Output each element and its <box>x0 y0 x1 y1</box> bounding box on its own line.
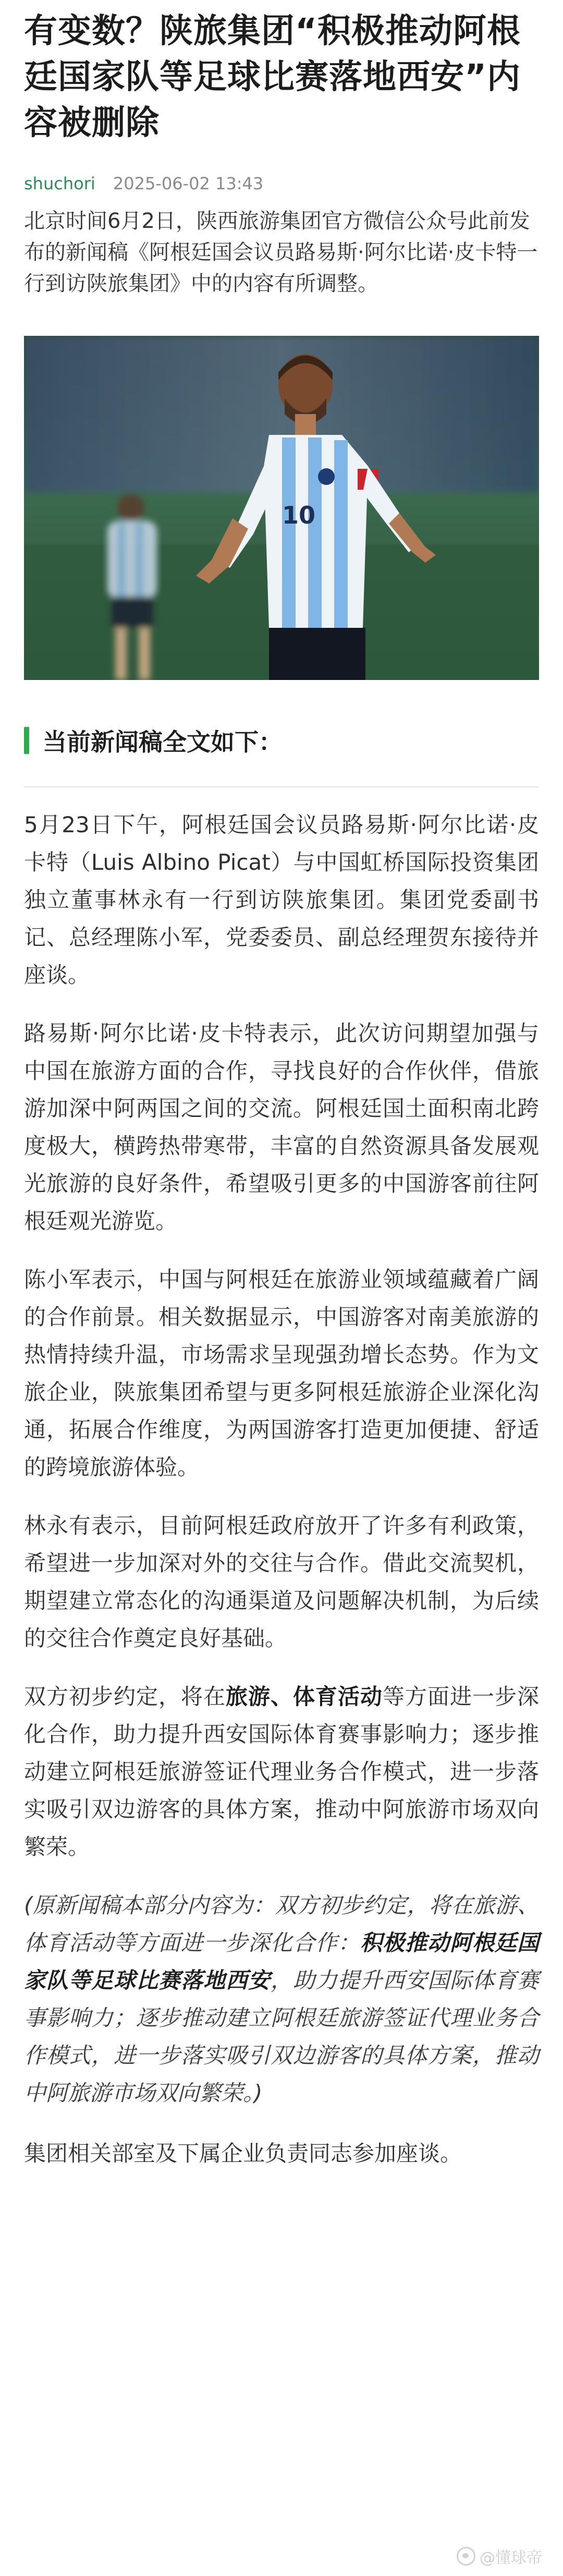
body-paragraph-2: 路易斯·阿尔比诺·皮卡特表示，此次访问期望加强与中国在旅游方面的合作，寻找良好的合作伙伴，借旅游加深中阿两国之间的交流。阿根廷国土面积南北跨度极大，横跨热带寒带，丰富的自然资源具备发展观光旅游的良好条件，希望吸引更多的中国游客前往阿根廷观光游览。 <box>24 1020 539 1234</box>
divider-line <box>24 786 539 787</box>
section-heading-text: 当前新闻稿全文如下： <box>43 728 283 756</box>
body-paragraph-1: 5月23日下午，阿根廷国会议员路易斯·阿尔比诺·皮卡特（Luis Albino Picat）与中国虹桥国际投资集团独立董事林永有一行到访陕旅集团。集团党委副书记、总经理陈小军，党委委员、副总经理贺东接待并座谈。 <box>24 812 539 988</box>
p5-text-a: 双方初步约定，将在 <box>24 1684 226 1709</box>
publish-timestamp: 2025-06-02 13:43 <box>113 174 264 193</box>
original-content-quote <box>24 1887 539 2112</box>
quote-text-a: (原新闻稿本部分内容为：双方初步约定，将在旅游、体育活动等方面进一步深化合作： <box>24 1892 539 1955</box>
quote-bold-text: 积极推动阿根廷国家队等足球比赛落地西安 <box>24 1930 539 1993</box>
lead-paragraph: 北京时间6月2日，陕西旅游集团官方微信公众号此前发布的新闻稿《阿根廷国会议员路易斯·阿尔比诺·皮卡特一行到访陕旅集团》中的内容有所调整。 <box>24 209 538 296</box>
jersey-number: 10 <box>282 501 316 529</box>
weibo-logo-icon <box>457 2547 475 2566</box>
watermark-text: @懂球帝 <box>480 2549 542 2567</box>
watermark <box>457 2545 542 2568</box>
article-title: 有变数？陕旅集团“积极推动阿根廷国家队等足球比赛落地西安”内容被删除 <box>24 12 521 142</box>
article-meta <box>24 173 539 194</box>
body-paragraph-4: 林永有表示，目前阿根廷政府放开了许多有利政策，希望进一步加深对外的交往与合作。借此交流契机，期望建立常态化的沟通渠道及问题解决机制，为后续的交往合作奠定良好基础。 <box>24 1513 539 1651</box>
p5-bold-text: 旅游、体育活动 <box>225 1684 383 1709</box>
quote-text-c: ，助力提升西安国际体育赛事影响力；逐步推动建立阿根廷旅游签证代理业务合作模式，进一步落实吸引双边游客的具体方案，推动中阿旅游市场双向繁荣。) <box>24 1967 539 2106</box>
hero-photo-illustration <box>24 336 539 680</box>
body-paragraph-5 <box>24 1678 539 1866</box>
hero-image[interactable] <box>24 336 539 680</box>
body-paragraph-3: 陈小军表示，中国与阿根廷在旅游业领域蕴藏着广阔的合作前景。相关数据显示，中国游客对南美旅游的热情持续升温，市场需求呈现强劲增长态势。作为文旅企业，陕旅集团希望与更多阿根廷旅游企业深化沟通，拓展合作维度，为两国游客打造更加便捷、舒适的跨境旅游体验。 <box>24 1267 539 1480</box>
author-name[interactable]: shuchori <box>24 174 95 193</box>
p5-text-c: 等方面进一步深化合作，助力提升西安国际体育赛事影响力；逐步推动建立阿根廷旅游签证代理业务合作模式，进一步落实吸引双边游客的具体方案，推动中阿旅游市场双向繁荣。 <box>24 1684 539 1860</box>
section-heading <box>24 726 539 755</box>
section-accent-bar <box>24 727 29 754</box>
body-paragraph-7: 集团相关部室及下属企业负责同志参加座谈。 <box>24 2141 462 2166</box>
